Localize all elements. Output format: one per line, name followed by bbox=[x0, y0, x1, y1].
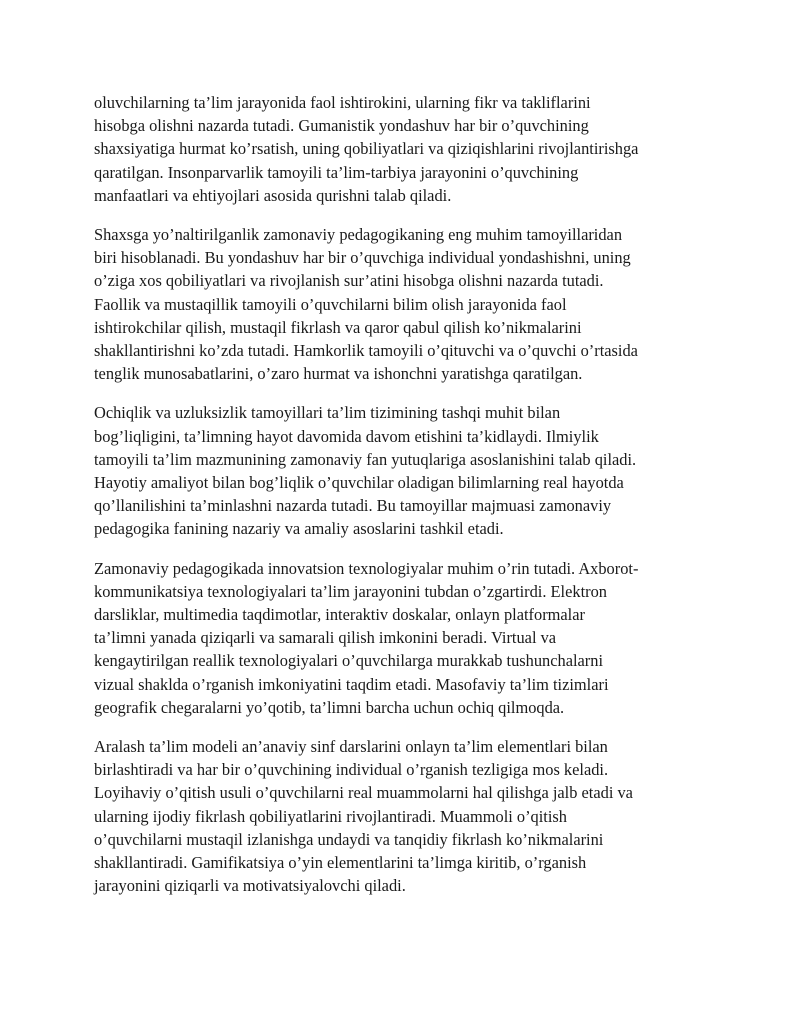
text-line: ularning ijodiy fikrlash qobiliyatlarini rivojlantiradi. Muammoli o’qitish bbox=[94, 806, 567, 826]
text-line: bog’liqligini, ta’limning hayot davomida davom etishini ta’kidlaydi. Ilmiylik bbox=[94, 426, 599, 446]
text-line: darsliklar, multimedia taqdimotlar, interaktiv doskalar, onlayn platformalar bbox=[94, 605, 585, 625]
text-line: Faollik va mustaqillik tamoyili o’quvchilarni bilim olish jarayonida faol bbox=[94, 294, 567, 314]
text-line: kommunikatsiya texnologiyalari ta’lim jarayonini tubdan o’zgartirdi. Elektron bbox=[94, 581, 607, 601]
text-line: manfaatlari va ehtiyojlari asosida qurishni talab qiladi. bbox=[94, 185, 452, 205]
text-line: Loyihaviy o’qitish usuli o’quvchilarni real muammolarni hal qilishga jalb etadi va bbox=[94, 783, 633, 803]
paragraph-5 bbox=[94, 735, 714, 897]
text-line: shakllantiradi. Gamifikatsiya o’yin elementlarini ta’limga kiritib, o’rganish bbox=[94, 853, 587, 873]
text-line: Zamonaviy pedagogikada innovatsion texnologiyalar muhim o’rin tutadi. Axborot- bbox=[94, 558, 639, 578]
text-line: o’quvchilarni mustaqil izlanishga undaydi va tanqidiy fikrlash ko’nikmalarini bbox=[94, 829, 604, 849]
text-line: hisobga olishni nazarda tutadi. Gumanistik yondashuv har bir o’quvchining bbox=[94, 116, 589, 136]
paragraph-3 bbox=[94, 401, 714, 540]
text-line: geografik chegaralarni yo’qotib, ta’limni barcha uchun ochiq qilmoqda. bbox=[94, 697, 565, 717]
text-line: Shaxsga yo’naltirilganlik zamonaviy pedagogikaning eng muhim tamoyillaridan bbox=[94, 225, 623, 245]
text-line: ishtirokchilar qilish, mustaqil fikrlash va qaror qabul qilish ko’nikmalarini bbox=[94, 317, 582, 337]
text-line: biri hisoblanadi. Bu yondashuv har bir o’quvchiga individual yondashishni, uning bbox=[94, 248, 631, 268]
text-line: tenglik munosabatlarini, o’zaro hurmat va ishonchni yaratishga qaratilgan. bbox=[94, 364, 583, 384]
text-line: qo’llanilishini ta’minlashni nazarda tutadi. Bu tamoyillar majmuasi zamonaviy bbox=[94, 496, 612, 516]
text-line: jarayonini qiziqarli va motivatsiyalovchi qiladi. bbox=[94, 876, 406, 896]
text-line: Ochiqlik va uzluksizlik tamoyillari ta’lim tizimining tashqi muhit bilan bbox=[94, 403, 561, 423]
text-line: shaxsiyatiga hurmat ko’rsatish, uning qobiliyatlari va qiziqishlarini rivojlantirishga bbox=[94, 139, 639, 159]
text-line: oluvchilarning ta’lim jarayonida faol ishtirokini, ularning fikr va takliflarini bbox=[94, 93, 591, 112]
text-line: Hayotiy amaliyot bilan bog’liqlik o’quvchilar oladigan bilimlarning real hayotda bbox=[94, 473, 624, 493]
text-line: Aralash ta’lim modeli an’anaviy sinf darslarini onlayn ta’lim elementlari bilan bbox=[94, 737, 608, 757]
text-line: tamoyili ta’lim mazmunining zamonaviy fan yutuqlariga asoslanishini talab qiladi. bbox=[94, 449, 637, 469]
paragraph-4 bbox=[94, 557, 714, 719]
text-line: qaratilgan. Insonparvarlik tamoyili ta’lim-tarbiya jarayonini o’quvchining bbox=[94, 162, 579, 182]
text-line: shakllantirishni ko’zda tutadi. Hamkorlik tamoyili o’qituvchi va o’quvchi o’rtasida bbox=[94, 341, 638, 361]
paragraph-2 bbox=[94, 223, 714, 385]
text-line: kengaytirilgan reallik texnologiyalari o’quvchilarga murakkab tushunchalarni bbox=[94, 651, 604, 671]
text-line: vizual shaklda o’rganish imkoniyatini taqdim etadi. Masofaviy ta’lim tizimlari bbox=[94, 674, 609, 694]
text-line: birlashtiradi va har bir o’quvchining individual o’rganish tezligiga mos keladi. bbox=[94, 760, 609, 780]
text-line: pedagogika fanining nazariy va amaliy asoslarini tashkil etadi. bbox=[94, 519, 504, 539]
document-body bbox=[94, 91, 714, 914]
text-line: ta’limni yanada qiziqarli va samarali qilish imkonini beradi. Virtual va bbox=[94, 628, 557, 648]
paragraph-1 bbox=[94, 91, 714, 207]
text-line: o’ziga xos qobiliyatlari va rivojlanish sur’atini hisobga olishni nazarda tutadi. bbox=[94, 271, 604, 291]
